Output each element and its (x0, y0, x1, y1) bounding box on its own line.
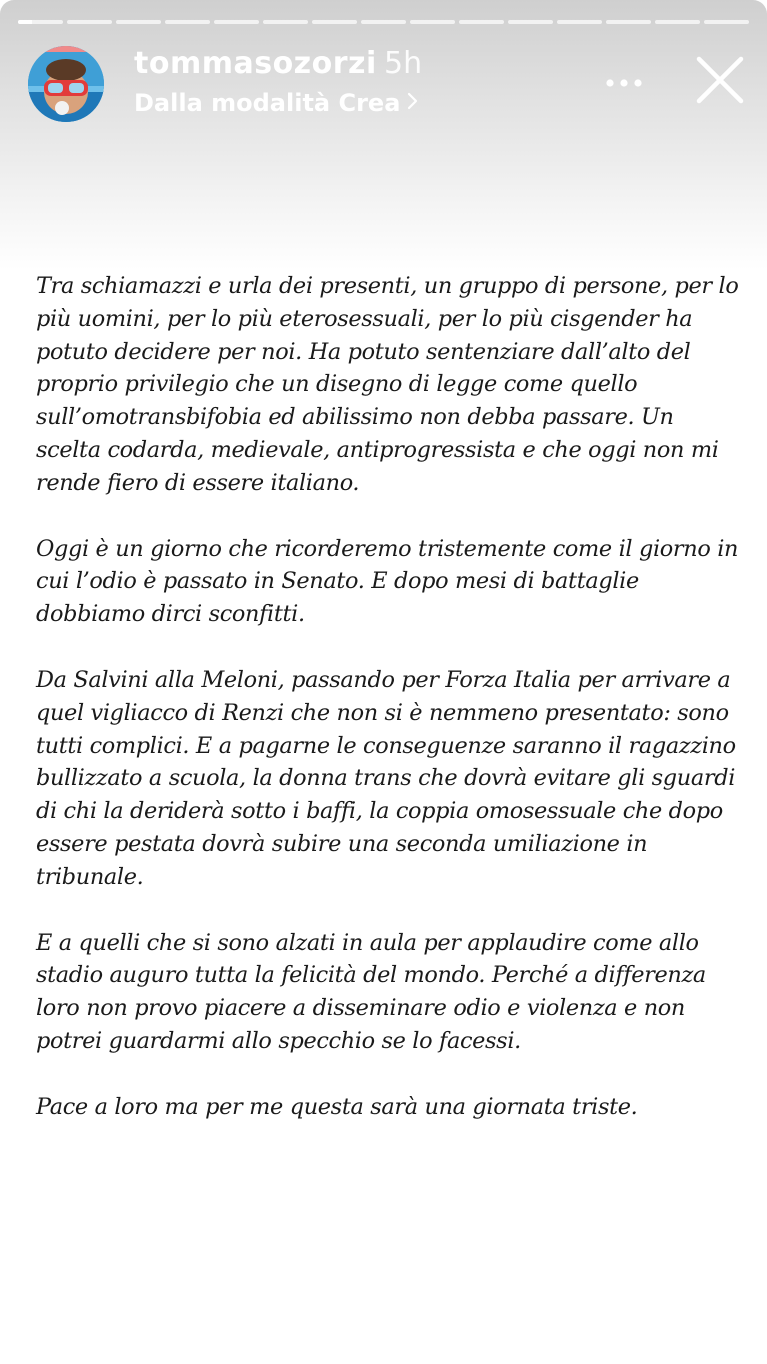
progress-segment (704, 20, 749, 24)
ellipsis-icon (604, 73, 644, 92)
progress-segment (606, 20, 651, 24)
more-options-button[interactable] (598, 62, 650, 102)
progress-segment (214, 20, 259, 24)
chevron-right-icon (406, 91, 420, 115)
progress-segment (263, 20, 308, 24)
story-paragraph-3: Da Salvini alla Meloni, passando per Forza Italia per arrivare a quel vigliacco di Renzi che non si è nemmeno presentato: sono tutti complici. E a pagarne le conseguenze saranno il ragazzino bullizzato a scuola, la donna trans che dovrà evitare gli sguardi di chi la deriderà sotto i baffi, la coppia omosessuale che dopo essere pestata dovrà subire una seconda umiliazione in tribunale. (36, 666, 736, 890)
avatar-image (28, 46, 104, 122)
story-paragraph-2: Oggi è un giorno che ricorderemo tristemente come il giorno in cui l’odio è passato in Senato. E dopo mesi di battaglie dobbiamo dirci sconfitti. (36, 535, 739, 628)
story-paragraph-1: Tra schiamazzi e urla dei presenti, un gruppo di persone, per lo più uomini, per lo più eterosessuali, per lo più cisgender ha potuto decidere per noi. Ha potuto sentenziare dall’alto del proprio privilegio che un disegno di legge come quello sull’omotransbifobia ed abilissimo non debba passare. Un scelta codarda, medievale, antiprogressista e che oggi non mi rende fiero di essere italiano. (36, 273, 739, 496)
create-mode-label: Dalla modalità Crea (134, 89, 401, 117)
avatar[interactable] (28, 46, 104, 122)
progress-segment (67, 20, 112, 24)
progress-segment (18, 20, 63, 24)
story-paragraph-5: Pace a loro ma per me questa sarà una giornata triste. (36, 1093, 638, 1120)
story-paragraph-4: E a quelli che si sono alzati in aula per applaudire come allo stadio auguro tutta la felicità del mondo. Perché a differenza loro non provo piacere a disseminare odio e violenza e non potrei guardarmi allo specchio se lo facessi. (36, 929, 706, 1054)
progress-segment (361, 20, 406, 24)
story-header (0, 40, 767, 130)
progress-segment (459, 20, 504, 24)
story-progress-bar (18, 20, 749, 24)
close-button[interactable] (690, 52, 750, 112)
progress-segment (508, 20, 553, 24)
username[interactable]: tommasozorzi (134, 46, 377, 81)
progress-segment (116, 20, 161, 24)
progress-segment (165, 20, 210, 24)
close-icon (695, 55, 745, 109)
progress-segment (410, 20, 455, 24)
progress-segment (557, 20, 602, 24)
post-time: 5h (384, 46, 423, 81)
progress-segment-fill (18, 20, 32, 24)
story-text-content (36, 270, 741, 1157)
create-mode-link[interactable] (134, 89, 420, 117)
progress-segment (312, 20, 357, 24)
progress-segment (655, 20, 700, 24)
